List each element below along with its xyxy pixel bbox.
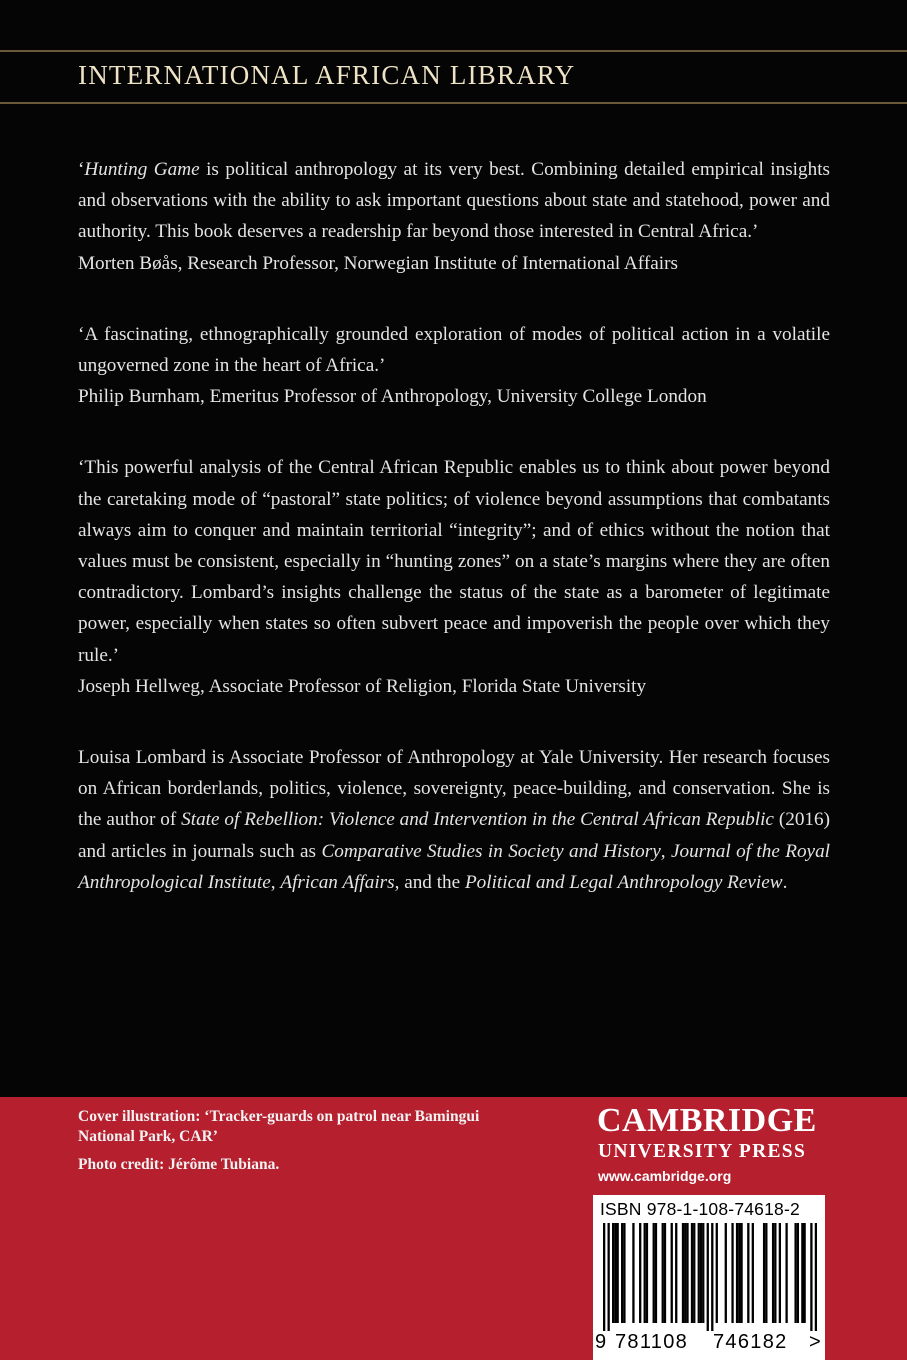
cover-credit — [78, 1107, 498, 1175]
endorsement-body: is political anthropology at its very best. Combining detailed empirical insights and observations with the ability to ask important questions about state and statehood, power and authority. This book deserves a readership far beyond those interested in Central Africa.’ — [78, 159, 830, 243]
bio-journal: Political and Legal Anthropology Review — [464, 871, 783, 893]
barcode-digit-first: 9 — [595, 1331, 608, 1353]
barcode-bar — [772, 1223, 774, 1323]
barcode-bar — [662, 1223, 664, 1323]
barcode-bar — [664, 1223, 666, 1323]
bio-part: Louisa Lombard is Associate Professor of Anthropology at Yale University. Her research focuses on African borderlands, politics, violence, sovereignty, peace-building, and conservation. She is the author of — [78, 747, 830, 831]
bio-journal: Journal of the Royal Anthropological Institute — [78, 840, 830, 893]
barcode — [593, 1195, 825, 1360]
barcode-quiet-mark: > — [809, 1331, 822, 1353]
barcode-bar — [801, 1223, 803, 1323]
barcode-bar — [815, 1223, 817, 1331]
barcode-bar — [765, 1223, 767, 1323]
barcode-bar — [644, 1223, 646, 1323]
barcode-bar — [763, 1223, 765, 1323]
barcode-bar — [646, 1223, 648, 1323]
cover-illustration-credit: Cover illustration: ‘Tracker-guards on patrol near Bamingui National Park, CAR’ — [78, 1108, 480, 1145]
barcode-bar — [684, 1223, 686, 1323]
endorsement-2 — [78, 319, 830, 413]
quote-mark: ‘ — [78, 159, 85, 180]
barcode-bar — [774, 1223, 776, 1323]
barcode-bar — [785, 1223, 787, 1323]
barcode-bar — [731, 1223, 733, 1323]
publisher-subtitle: UNIVERSITY PRESS — [598, 1141, 807, 1162]
barcode-bars — [603, 1223, 817, 1331]
bio-part: . — [782, 871, 788, 893]
barcode-bar — [653, 1223, 655, 1323]
barcode-bar — [617, 1223, 619, 1323]
barcode-digit-group: 781108 — [615, 1331, 689, 1353]
bio-part: (2016) and articles in journals such as — [78, 809, 831, 862]
endorsement-text — [78, 154, 830, 248]
barcode-bar — [612, 1223, 614, 1323]
author-bio — [78, 742, 830, 898]
barcode-bar — [736, 1223, 738, 1323]
barcode-digits — [593, 1331, 825, 1357]
bio-sep: , — [660, 840, 671, 862]
barcode-bar — [686, 1223, 688, 1323]
barcode-bar — [691, 1223, 693, 1323]
endorsement-1 — [78, 154, 830, 279]
barcode-bar — [671, 1223, 673, 1323]
publisher-url: www.cambridge.org — [598, 1168, 732, 1184]
barcode-bar — [700, 1223, 702, 1323]
isbn-label: ISBN 978-1-108-74618-2 — [600, 1199, 800, 1219]
barcode-bar — [614, 1223, 616, 1323]
endorsement-text: ‘This powerful analysis of the Central African Republic enables us to think about power beyond the caretaking mode of “pastoral” state politics; of violence beyond assumptions that combatants always aim to conquer and maintain territorial “integrity”; and of ethics without the notion that values must be consistent, especially in “hunting zones” on a state’s margins where they are often contradictory. Lombard’s insights challenge the status of the state as a barometer of legitimate power, especially when states so often subvert peace and impoverish the people over which they rule.’ — [78, 457, 830, 666]
barcode-bar — [803, 1223, 805, 1323]
barcode-bar — [711, 1223, 713, 1331]
bio-part: , and the — [394, 871, 465, 893]
endorsement-attribution: Morten Bøås, Research Professor, Norwegian Institute of International Affairs — [78, 252, 678, 274]
back-cover-text — [78, 154, 830, 898]
book-title: Hunting Game — [84, 159, 200, 180]
barcode-bar — [740, 1223, 742, 1323]
series-title: INTERNATIONAL AFRICAN LIBRARY — [78, 60, 576, 90]
photo-credit: Photo credit: Jérôme Tubiana. — [78, 1156, 280, 1173]
barcode-bar — [794, 1223, 796, 1323]
barcode-bar — [747, 1223, 749, 1323]
endorsement-3 — [78, 452, 830, 702]
barcode-bar — [716, 1223, 718, 1323]
barcode-bar — [655, 1223, 657, 1323]
barcode-bar — [698, 1223, 700, 1323]
barcode-bar — [675, 1223, 677, 1323]
barcode-bar — [632, 1223, 634, 1323]
publisher-logo: CAMBRIDGE — [597, 1102, 817, 1139]
barcode-bar — [725, 1223, 727, 1323]
bio-journal: African Affairs — [280, 871, 395, 893]
barcode-bar — [738, 1223, 740, 1323]
barcode-bar — [603, 1223, 605, 1331]
barcode-bar — [621, 1223, 623, 1323]
author-bio-text — [78, 742, 830, 898]
barcode-bar — [797, 1223, 799, 1323]
barcode-bar — [623, 1223, 625, 1323]
bio-journal: Comparative Studies in Society and History — [321, 840, 661, 862]
barcode-bar — [752, 1223, 754, 1323]
barcode-bar — [693, 1223, 695, 1323]
barcode-bar — [810, 1223, 812, 1331]
endorsement-text: ‘A fascinating, ethnographically grounded exploration of modes of political action in a volatile ungoverned zone in the heart of Africa.’ — [78, 323, 830, 377]
barcode-bar — [702, 1223, 704, 1323]
barcode-bar — [682, 1223, 684, 1323]
bio-book-title: State of Rebellion: Violence and Intervention in the Central African Republic — [181, 809, 774, 831]
barcode-bar — [608, 1223, 610, 1331]
barcode-bar — [779, 1223, 781, 1323]
bio-sep: , — [270, 871, 281, 893]
barcode-bar — [707, 1223, 709, 1331]
barcode-digit-group: 746182 — [713, 1331, 788, 1353]
endorsement-attribution: Joseph Hellweg, Associate Professor of Religion, Florida State University — [78, 675, 647, 697]
barcode-bar — [639, 1223, 641, 1323]
publisher-band — [0, 1097, 907, 1360]
endorsement-attribution: Philip Burnham, Emeritus Professor of Anthropology, University College London — [78, 386, 707, 408]
